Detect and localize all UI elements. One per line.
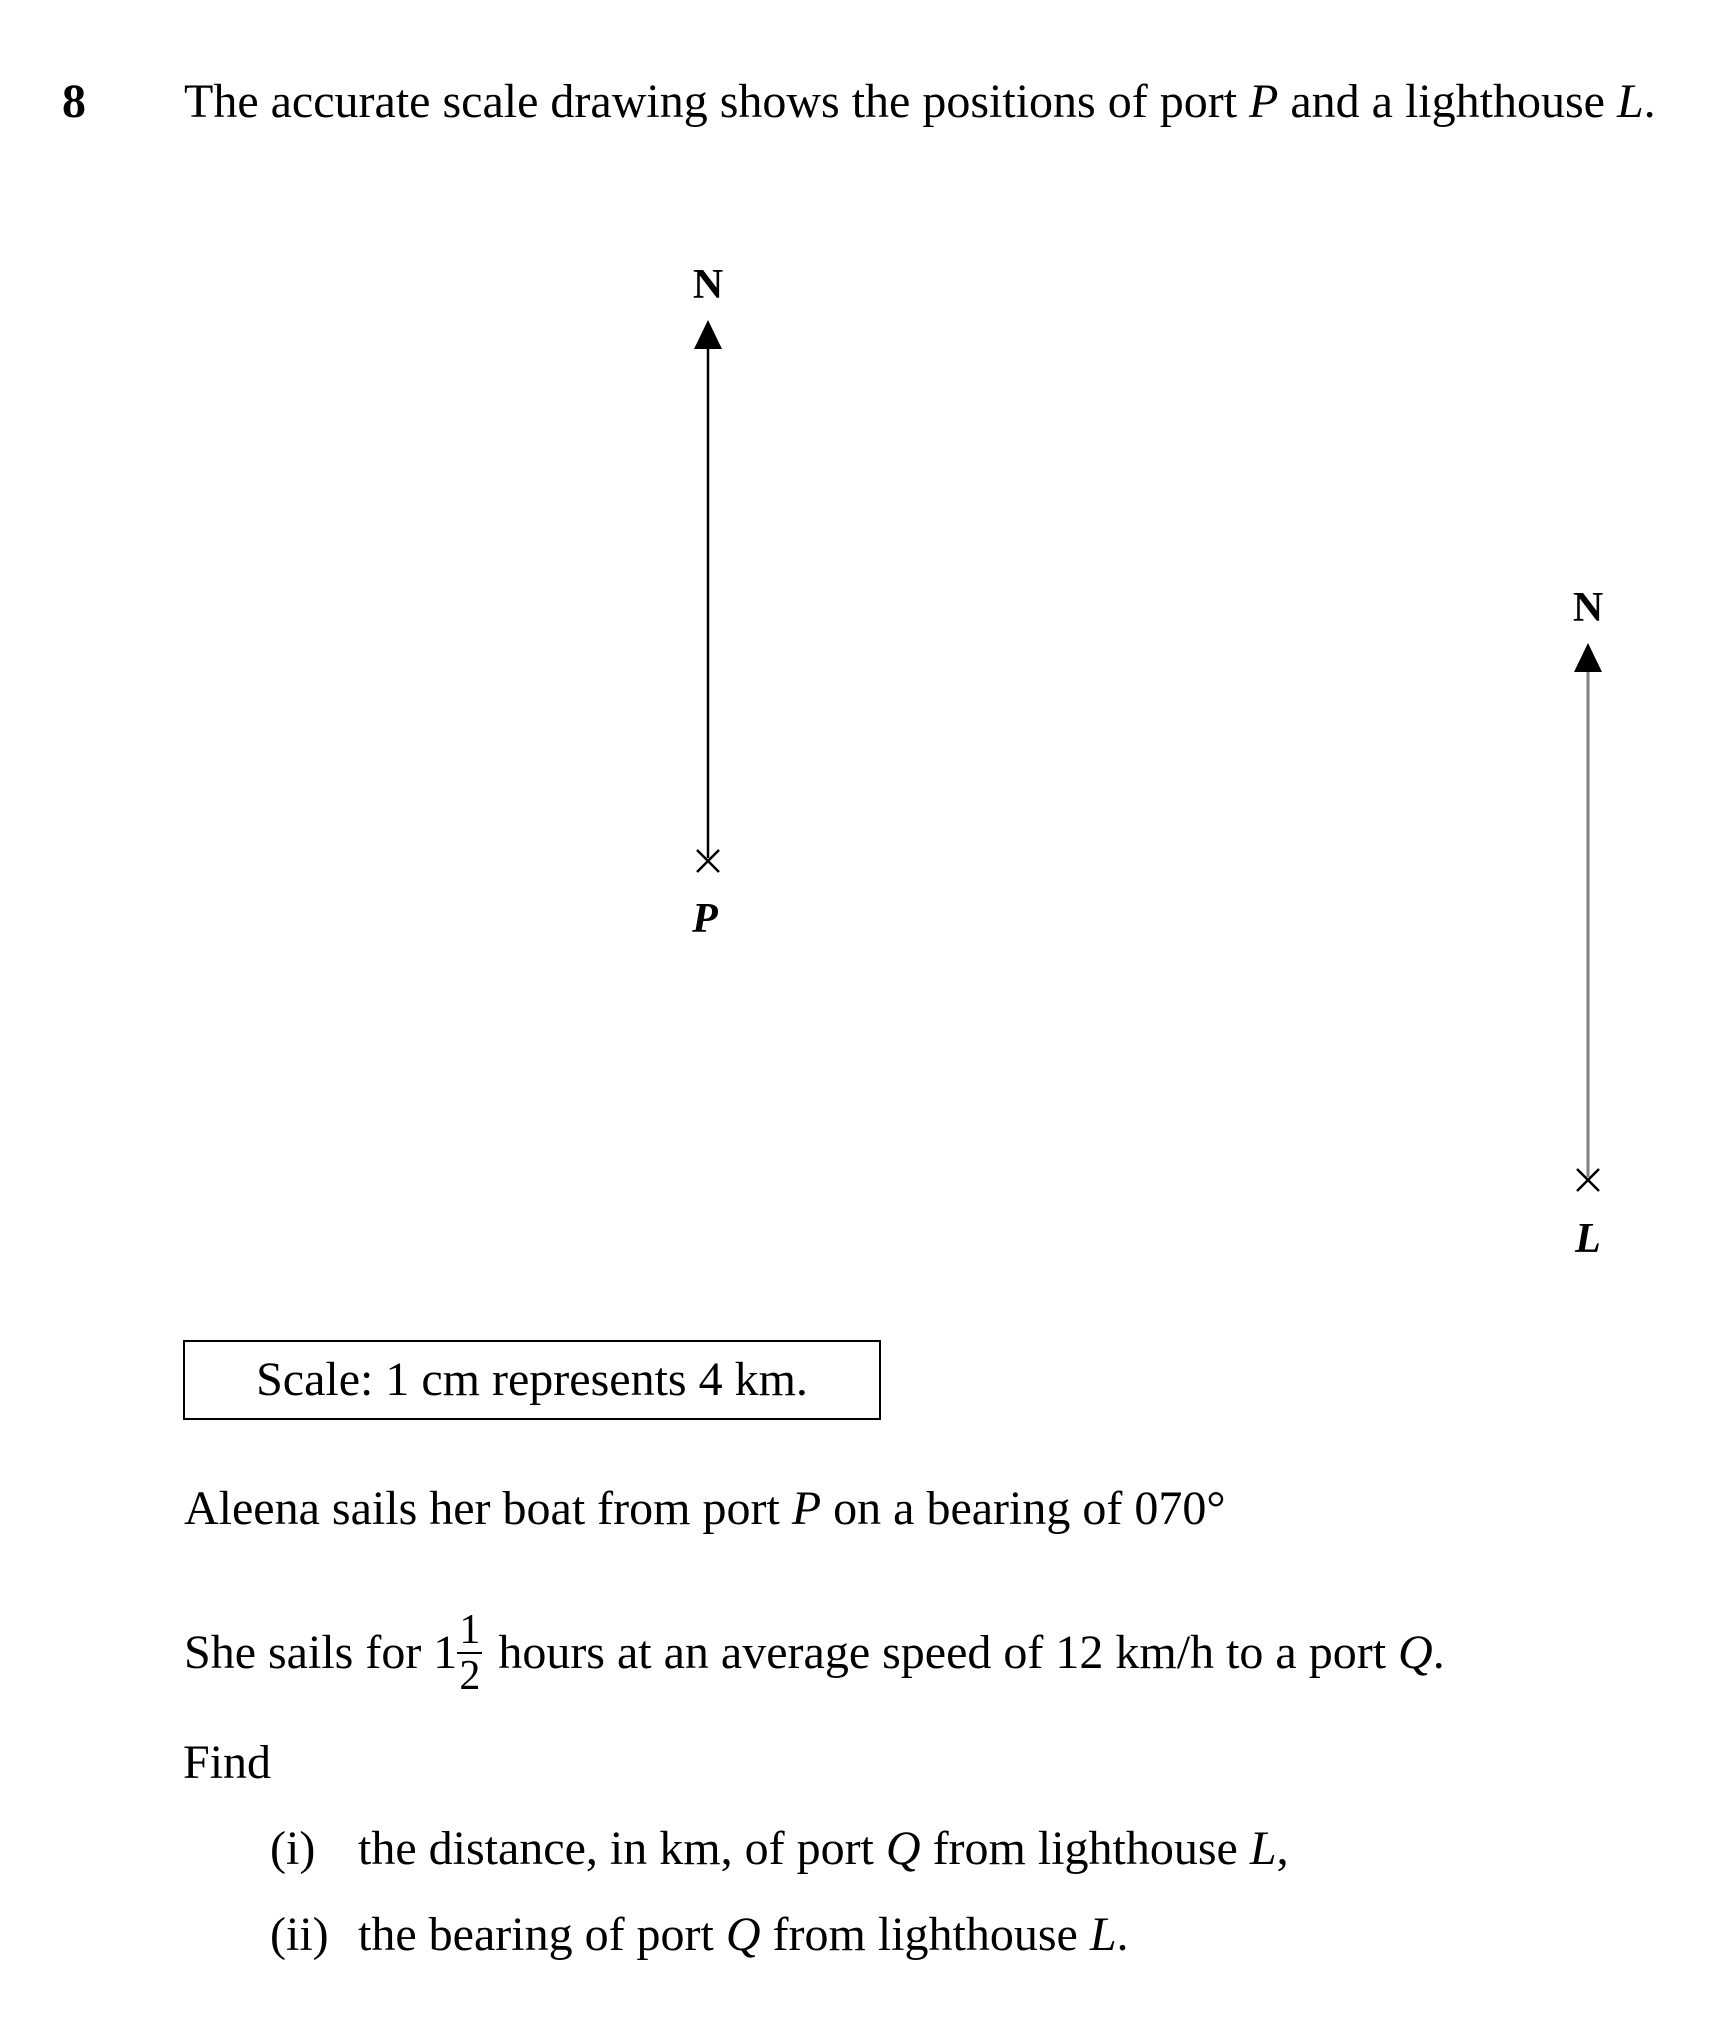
item-port-q: Q [725,1908,761,1961]
speed-text-end: . [1432,1626,1445,1680]
item-port-q: Q [885,1822,921,1875]
point-label-p: P [692,896,718,942]
item-lighthouse-l: L [1249,1822,1277,1875]
item-text-end: , [1276,1822,1289,1875]
speed-text-start: She sails for 1 [184,1626,458,1680]
speed-port-q: Q [1398,1626,1433,1680]
north-arrow-l [1574,643,1602,672]
item-text-start: the distance, in km, of port [358,1822,886,1875]
bearing-text-end: on a bearing of 070° [821,1482,1226,1535]
intro-lighthouse-l: L [1616,75,1644,128]
north-label-l: N [1572,585,1604,631]
item-numeral: (i) [270,1822,316,1875]
find-item-i [270,1820,1289,1878]
bearing-port-p: P [791,1482,822,1535]
item-lighthouse-l: L [1089,1908,1117,1961]
find-label: Find [183,1736,272,1789]
north-label-p: N [692,262,724,308]
intro-text-start: The accurate scale drawing shows the positions of port [184,75,1250,128]
item-text-middle: from lighthouse [920,1822,1250,1875]
north-arrow-p [694,320,722,349]
intro-text-middle: and a lighthouse [1278,75,1617,128]
item-numeral: (ii) [270,1908,329,1961]
point-label-l: L [1575,1216,1601,1262]
fraction-numerator: 1 [459,1607,481,1653]
intro-port-p: P [1249,75,1279,128]
half-fraction [457,1608,482,1698]
speed-text-middle: hours at an average speed of 12 km/h to a port [486,1626,1399,1680]
speed-sentence [184,1607,1445,1702]
fraction-denominator: 2 [459,1653,481,1699]
bearing-text-start: Aleena sails her boat from port [184,1482,792,1535]
item-text-end: . [1116,1908,1129,1961]
find-item-ii [270,1906,1129,1964]
item-text-middle: from lighthouse [760,1908,1090,1961]
item-text-start: the bearing of port [358,1908,726,1961]
scale-box: Scale: 1 cm represents 4 km. [183,1340,881,1420]
intro-text-end: . [1643,75,1656,128]
question-number: 8 [62,75,86,128]
bearing-sentence [184,1480,1226,1538]
